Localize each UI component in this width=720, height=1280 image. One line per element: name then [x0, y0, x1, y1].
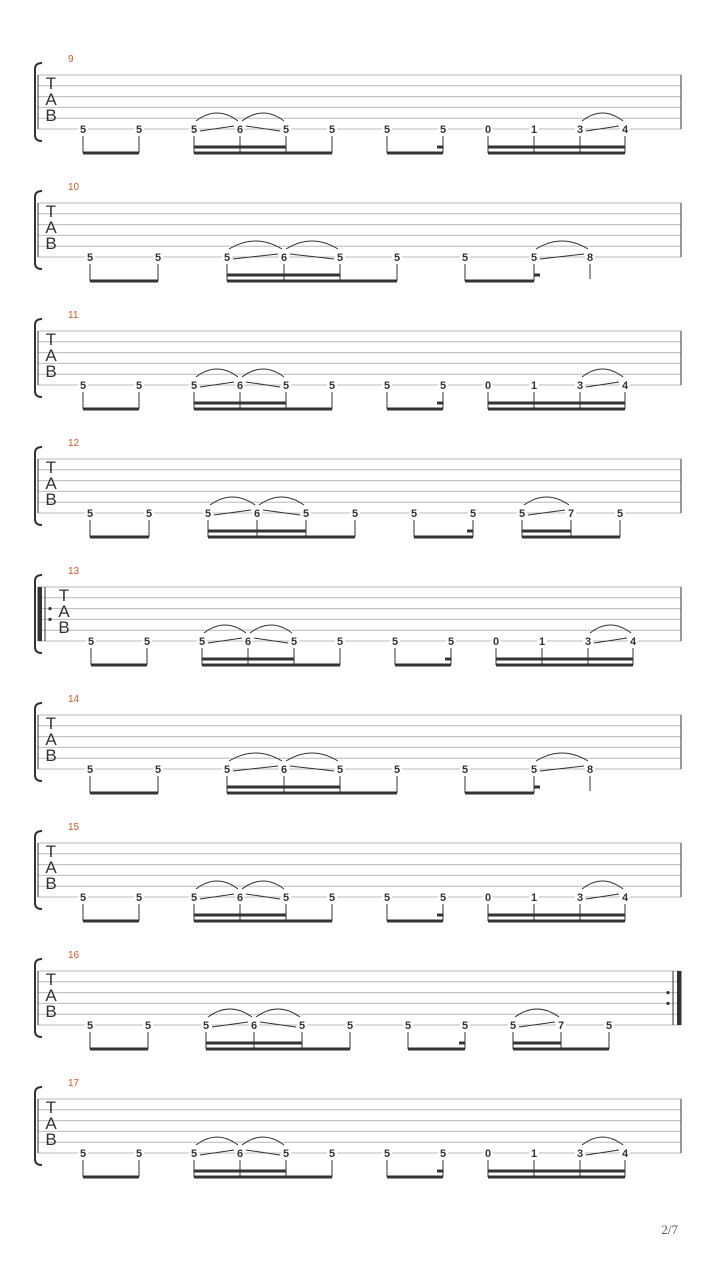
fret-number: 5: [383, 1148, 391, 1160]
fret-number: 4: [621, 1148, 629, 1160]
tab-system-12: [35, 438, 681, 539]
beam: [387, 920, 443, 923]
fret-number: 5: [530, 252, 538, 264]
fret-number: 5: [204, 508, 212, 520]
fret-number: 5: [135, 380, 143, 392]
fret-number: 5: [86, 1020, 94, 1032]
fret-number: 5: [328, 1148, 336, 1160]
beam: [387, 408, 443, 411]
beam-secondary: [227, 786, 340, 789]
beam: [194, 1176, 332, 1179]
tab-clef-letter: T: [58, 586, 70, 605]
fret-number: 5: [79, 380, 87, 392]
tab-clef-letter: T: [45, 458, 57, 477]
tab-clef-letter: T: [45, 714, 57, 733]
slur: [536, 753, 588, 761]
tab-clef-letter: B: [45, 1130, 57, 1149]
measure-number: 10: [68, 182, 80, 193]
fret-number: 5: [143, 636, 151, 648]
beam: [513, 1048, 609, 1051]
fret-number: 5: [461, 252, 469, 264]
tab-system-14: [35, 694, 681, 795]
beam: [496, 664, 633, 667]
fret-number: 5: [190, 380, 198, 392]
tab-clef-letter: A: [45, 986, 57, 1005]
beam-secondary: [194, 914, 286, 917]
fret-number: 5: [328, 124, 336, 136]
fret-number: 0: [484, 124, 492, 136]
fret-number: 5: [351, 508, 359, 520]
fret-number: 5: [144, 1020, 152, 1032]
beam: [202, 664, 340, 667]
slur: [582, 369, 623, 377]
repeat-dot: [666, 991, 669, 994]
slur: [208, 1009, 252, 1017]
fret-number: 6: [253, 508, 261, 520]
fret-number: 5: [383, 380, 391, 392]
fret-number: 4: [621, 124, 629, 136]
slur: [196, 1137, 238, 1145]
tab-clef-letter: A: [45, 730, 57, 749]
slur: [536, 241, 588, 249]
fret-number: 5: [282, 124, 290, 136]
beam: [90, 792, 158, 795]
fret-number: 5: [198, 636, 206, 648]
fret-number: 5: [393, 252, 401, 264]
tab-clef-letter: B: [45, 106, 57, 125]
beam-secondary: [522, 530, 571, 533]
beam-hook: [437, 1170, 443, 1173]
fret-number: 5: [439, 1148, 447, 1160]
fret-number: 5: [282, 892, 290, 904]
slur: [210, 497, 255, 505]
measure-number: 14: [68, 694, 80, 705]
fret-number: 5: [447, 636, 455, 648]
beam: [91, 664, 147, 667]
beam: [194, 408, 332, 411]
beam-hook: [437, 146, 443, 149]
fret-number: 5: [223, 252, 231, 264]
fret-number: 5: [298, 1020, 306, 1032]
fret-number: 5: [461, 1020, 469, 1032]
tab-clef-letter: T: [45, 74, 57, 93]
fret-number: 5: [469, 508, 477, 520]
fret-number: 5: [383, 892, 391, 904]
slur: [286, 753, 338, 761]
slur: [259, 497, 304, 505]
tab-clef-letter: T: [45, 202, 57, 221]
slur: [204, 625, 246, 633]
tab-clef-letter: B: [45, 1002, 57, 1021]
fret-number: 5: [336, 636, 344, 648]
fret-number: 5: [135, 1148, 143, 1160]
tab-system-17: [35, 1078, 681, 1179]
measure-number: 15: [68, 822, 80, 833]
slur: [250, 625, 292, 633]
fret-number: 5: [79, 1148, 87, 1160]
fret-number: 1: [530, 380, 538, 392]
slur: [242, 881, 284, 889]
beam: [194, 152, 332, 155]
fret-number: 5: [439, 380, 447, 392]
beam-secondary: [513, 1042, 561, 1045]
beam-hook: [534, 786, 540, 789]
fret-number: 5: [135, 892, 143, 904]
beam: [387, 152, 443, 155]
fret-number: 6: [236, 1148, 244, 1160]
tab-clef-letter: T: [45, 970, 57, 989]
slur: [196, 369, 238, 377]
fret-number: 5: [145, 508, 153, 520]
fret-number: 5: [190, 892, 198, 904]
repeat-start-thick-bar: [38, 587, 42, 641]
measure-number: 11: [68, 310, 79, 321]
beam-hook: [437, 402, 443, 405]
tab-clef-letter: A: [45, 858, 57, 877]
slur: [196, 113, 238, 121]
repeat-dot: [48, 607, 51, 610]
fret-number: 0: [484, 1148, 492, 1160]
fret-number: 1: [530, 892, 538, 904]
fret-number: 5: [439, 124, 447, 136]
repeat-dot: [666, 1002, 669, 1005]
fret-number: 5: [86, 252, 94, 264]
beam-secondary: [194, 402, 286, 405]
beam-hook: [534, 274, 540, 277]
beam-secondary: [202, 658, 294, 661]
beam: [395, 664, 451, 667]
tab-clef-letter: A: [45, 90, 57, 109]
fret-number: 6: [236, 892, 244, 904]
tab-clef-letter: B: [45, 746, 57, 765]
beam-secondary: [488, 402, 625, 405]
fret-number: 5: [509, 1020, 517, 1032]
beam: [488, 152, 625, 155]
beam: [208, 536, 355, 539]
fret-number: 5: [393, 764, 401, 776]
fret-number: 5: [530, 764, 538, 776]
fret-number: 5: [410, 508, 418, 520]
fret-number: 5: [383, 124, 391, 136]
fret-number: 7: [567, 508, 575, 520]
measure-number: 13: [68, 566, 80, 577]
fret-number: 5: [461, 764, 469, 776]
slur: [286, 241, 338, 249]
fret-number: 5: [605, 1020, 613, 1032]
fret-number: 3: [576, 380, 584, 392]
beam: [83, 920, 139, 923]
beam: [206, 1048, 350, 1051]
fret-number: 5: [154, 764, 162, 776]
fret-number: 6: [280, 764, 288, 776]
beam: [83, 1176, 139, 1179]
beam-secondary: [488, 146, 625, 149]
fret-number: 8: [586, 764, 594, 776]
fret-number: 5: [282, 380, 290, 392]
beam: [414, 536, 473, 539]
tab-system-15: [35, 822, 681, 923]
fret-number: 1: [530, 1148, 538, 1160]
measure-number: 9: [68, 54, 74, 65]
slur: [229, 241, 282, 249]
fret-number: 0: [492, 636, 500, 648]
tab-clef-letter: T: [45, 330, 57, 349]
fret-number: 4: [629, 636, 637, 648]
slur: [590, 625, 631, 633]
beam-secondary: [227, 274, 340, 277]
beam: [465, 280, 534, 283]
fret-number: 5: [439, 892, 447, 904]
fret-number: 5: [336, 252, 344, 264]
measure-number: 16: [68, 950, 80, 961]
tab-clef-letter: B: [45, 490, 57, 509]
measure-number: 17: [68, 1078, 80, 1089]
fret-number: 5: [135, 124, 143, 136]
slur: [242, 1137, 284, 1145]
beam: [488, 408, 625, 411]
slur: [242, 369, 284, 377]
tab-clef-letter: T: [45, 842, 57, 861]
beam: [227, 792, 397, 795]
fret-number: 5: [290, 636, 298, 648]
fret-number: 5: [87, 636, 95, 648]
slur: [582, 1137, 623, 1145]
fret-number: 8: [586, 252, 594, 264]
fret-number: 5: [336, 764, 344, 776]
fret-number: 5: [223, 764, 231, 776]
tab-clef-letter: A: [45, 218, 57, 237]
beam: [83, 408, 139, 411]
fret-number: 5: [79, 124, 87, 136]
tab-clef-letter: A: [58, 602, 70, 621]
fret-number: 6: [236, 380, 244, 392]
measure-number: 12: [68, 438, 80, 449]
fret-number: 5: [190, 1148, 198, 1160]
beam-hook: [467, 530, 473, 533]
beam: [387, 1176, 443, 1179]
fret-number: 5: [86, 764, 94, 776]
tab-system-13: [35, 566, 681, 667]
repeat-dot: [48, 618, 51, 621]
slur: [196, 881, 238, 889]
beam: [83, 152, 139, 155]
fret-number: 5: [391, 636, 399, 648]
fret-number: 5: [302, 508, 310, 520]
fret-number: 6: [236, 124, 244, 136]
beam-secondary: [488, 1170, 625, 1173]
beam-secondary: [206, 1042, 302, 1045]
fret-number: 3: [576, 1148, 584, 1160]
fret-number: 1: [530, 124, 538, 136]
repeat-end-thick-bar: [677, 971, 681, 1025]
beam-hook: [437, 914, 443, 917]
tab-clef-letter: B: [45, 234, 57, 253]
fret-number: 7: [557, 1020, 565, 1032]
fret-number: 5: [518, 508, 526, 520]
beam-hook: [459, 1042, 465, 1045]
beam: [90, 536, 149, 539]
tab-clef-letter: T: [45, 1098, 57, 1117]
slur: [229, 753, 282, 761]
fret-number: 5: [346, 1020, 354, 1032]
page-number: 2/7: [661, 1222, 678, 1237]
fret-number: 4: [621, 892, 629, 904]
beam: [488, 920, 625, 923]
slur: [515, 1009, 559, 1017]
beam: [194, 920, 332, 923]
slur: [242, 113, 284, 121]
tab-system-10: [35, 182, 681, 283]
tab-clef-letter: B: [58, 618, 70, 637]
fret-number: 0: [484, 892, 492, 904]
fret-number: 3: [584, 636, 592, 648]
fret-number: 5: [404, 1020, 412, 1032]
tab-system-11: [35, 310, 681, 411]
beam-secondary: [194, 146, 286, 149]
beam: [90, 280, 158, 283]
beam: [522, 536, 620, 539]
beam-secondary: [496, 658, 633, 661]
beam-secondary: [194, 1170, 286, 1173]
fret-number: 5: [154, 252, 162, 264]
fret-number: 5: [202, 1020, 210, 1032]
beam: [488, 1176, 625, 1179]
fret-number: 5: [190, 124, 198, 136]
slur: [582, 881, 623, 889]
fret-number: 3: [576, 124, 584, 136]
fret-number: 4: [621, 380, 629, 392]
fret-number: 5: [282, 1148, 290, 1160]
tab-clef-letter: A: [45, 346, 57, 365]
fret-number: 5: [79, 892, 87, 904]
fret-number: 5: [328, 380, 336, 392]
fret-number: 5: [328, 892, 336, 904]
fret-number: 3: [576, 892, 584, 904]
tab-clef-letter: B: [45, 362, 57, 381]
fret-number: 0: [484, 380, 492, 392]
fret-number: 1: [538, 636, 546, 648]
tab-clef-letter: A: [45, 1114, 57, 1133]
beam: [408, 1048, 465, 1051]
beam: [465, 792, 534, 795]
fret-number: 6: [250, 1020, 258, 1032]
fret-number: 6: [280, 252, 288, 264]
slur: [524, 497, 569, 505]
fret-number: 6: [244, 636, 252, 648]
slur: [256, 1009, 300, 1017]
tab-clef-letter: B: [45, 874, 57, 893]
beam: [227, 280, 397, 283]
fret-number: 5: [616, 508, 624, 520]
beam-secondary: [208, 530, 306, 533]
fret-number: 5: [86, 508, 94, 520]
slur: [582, 113, 623, 121]
tab-clef-letter: A: [45, 474, 57, 493]
beam: [90, 1048, 148, 1051]
beam-hook: [445, 658, 451, 661]
beam-secondary: [488, 914, 625, 917]
tab-system-16: [35, 950, 681, 1051]
tab-system-9: [35, 54, 681, 155]
